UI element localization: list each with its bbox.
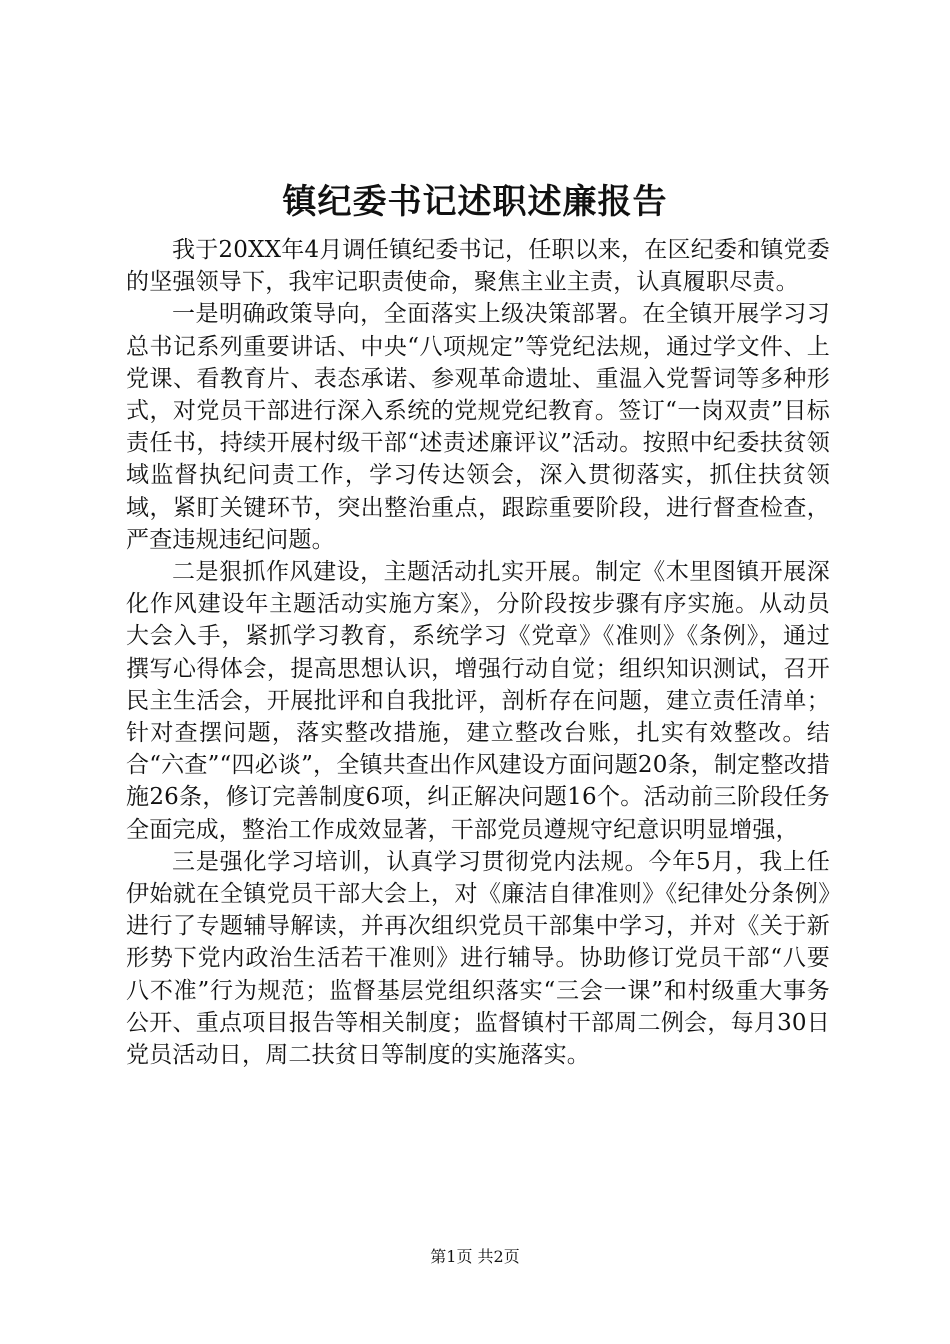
document-body [126,234,830,1071]
paragraph-policy: 一是明确政策导向，全面落实上级决策部署。在全镇开展学习习总书记系列重要讲话、中央“八项规定”等党纪法规，通过学文件、上党课、看教育片、表态承诺、参观革命遗址、重温入党誓词等多种形式，对党员干部进行深入系统的党规党纪教育。签订“一岗双责”目标责任书，持续开展村级干部“述责述廉评议”活动。按照中纪委扶贫领域监督执纪问责工作，学习传达领会，深入贯彻落实，抓住扶贫领域，紧盯关键环节，突出整治重点，跟踪重要阶段，进行督查检查，严查违规违纪问题。 [126,301,830,553]
paragraph-intro: 我于20XX年4月调任镇纪委书记，任职以来，在区纪委和镇党委的坚强领导下，我牢记职责使命，聚焦主业主责，认真履职尽责。 [126,237,830,296]
paragraph-style: 二是狠抓作风建设，主题活动扎实开展。制定《木里图镇开展深化作风建设年主题活动实施方案》，分阶段按步骤有序实施。从动员大会入手，紧抓学习教育，系统学习《党章》《准则》《条例》，通过撰写心得体会，提高思想认识，增强行动自觉；组织知识测试，召开民主生活会，开展批评和自我批评，剖析存在问题，建立责任清单；针对查摆问题，落实整改措施，建立整改台账，扎实有效整改。结合“六查”“四必谈”，全镇共查出作风建设方面问题20条，制定整改措施26条，修订完善制度6项，纠正解决问题16个。活动前三阶段任务全面完成，整治工作成效显著，干部党员遵规守纪意识明显增强， [126,559,830,843]
page-footer: 第1页 共2页 [430,1247,520,1266]
document-title: 镇纪委书记述职述廉报告 [282,182,668,222]
paragraph-training: 三是强化学习培训，认真学习贯彻党内法规。今年5月，我上任伊始就在全镇党员干部大会上，对《廉洁自律准则》《纪律处分条例》进行了专题辅导解读，并再次组织党员干部集中学习，并对《关于新形势下党内政治生活若干准则》进行辅导。协助修订党员干部“八要八不准”行为规范；监督基层党组织落实“三会一课”和村级重大事务公开、重点项目报告等相关制度；监督镇村干部周二例会，每月30日党员活动日，周二扶贫日等制度的实施落实。 [126,848,830,1069]
